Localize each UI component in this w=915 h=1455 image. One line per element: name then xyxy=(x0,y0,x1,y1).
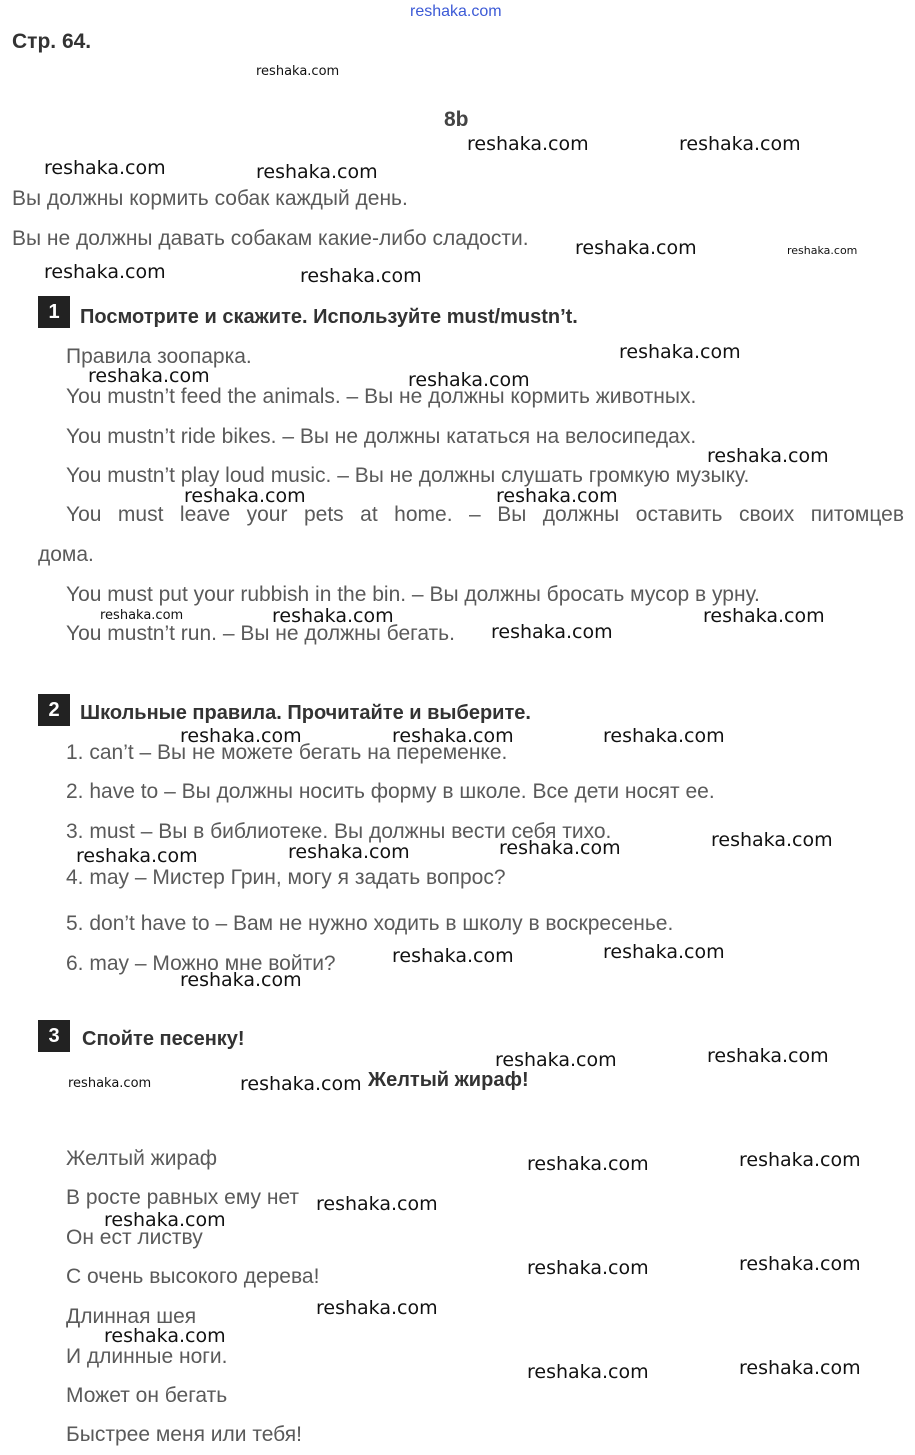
answer-line: You mustn’t ride bikes. – Вы не должны кататься на велосипедах. xyxy=(66,425,697,448)
song-title: Желтый жираф! xyxy=(368,1069,529,1091)
watermark: reshaka.com xyxy=(180,725,302,747)
song-line: Длинная шея xyxy=(66,1305,197,1328)
watermark: reshaka.com xyxy=(300,265,422,287)
watermark: reshaka.com xyxy=(499,837,621,859)
watermark: reshaka.com xyxy=(491,621,613,643)
answer-line: 6. may – Можно мне войти? xyxy=(66,952,336,975)
intro-line: Вы не должны давать собакам какие-либо сладости. xyxy=(12,227,529,250)
watermark: reshaka.com xyxy=(316,1193,438,1215)
watermark: reshaka.com xyxy=(184,485,306,507)
watermark: reshaka.com xyxy=(619,341,741,363)
site-watermark-top: reshaka.com xyxy=(410,3,502,20)
watermark: reshaka.com xyxy=(527,1361,649,1383)
watermark: reshaka.com xyxy=(739,1253,861,1275)
watermark: reshaka.com xyxy=(288,841,410,863)
song-line: Он ест листву xyxy=(66,1226,203,1249)
watermark: reshaka.com xyxy=(739,1357,861,1379)
watermark: reshaka.com xyxy=(392,945,514,967)
song-line: С очень высокого дерева! xyxy=(66,1265,320,1288)
watermark-small: reshaka.com xyxy=(100,608,184,623)
answer-line: 3. must – Вы в библиотеке. Вы должны вести себя тихо. xyxy=(66,820,612,843)
watermark-small: reshaka.com xyxy=(256,64,340,79)
watermark: reshaka.com xyxy=(711,829,833,851)
watermark-small: reshaka.com xyxy=(68,1076,152,1091)
song-line: Желтый жираф xyxy=(66,1147,218,1170)
watermark: reshaka.com xyxy=(527,1257,649,1279)
watermark: reshaka.com xyxy=(256,161,378,183)
answer-line: 5. don’t have to – Вам не нужно ходить в школу в воскресенье. xyxy=(66,912,674,935)
watermark: reshaka.com xyxy=(703,605,825,627)
answer-line: You mustn’t feed the animals. – Вы не должны кормить животных. xyxy=(66,385,697,408)
watermark: reshaka.com xyxy=(104,1325,226,1347)
watermark: reshaka.com xyxy=(44,157,166,179)
watermark: reshaka.com xyxy=(76,845,198,867)
watermark: reshaka.com xyxy=(316,1297,438,1319)
task-title: Школьные правила. Прочитайте и выберите. xyxy=(80,702,531,724)
page-label: Стр. 64. xyxy=(12,30,92,53)
watermark: reshaka.com xyxy=(104,1209,226,1231)
watermark: reshaka.com xyxy=(467,133,589,155)
answer-line: 1. can’t – Вы не можете бегать на переменке. xyxy=(66,741,508,764)
watermark: reshaka.com xyxy=(408,369,530,391)
intro-line: Вы должны кормить собак каждый день. xyxy=(12,187,408,210)
watermark: reshaka.com xyxy=(527,1153,649,1175)
answer-line: 2. have to – Вы должны носить форму в школе. Все дети носят ее. xyxy=(66,780,715,803)
watermark: reshaka.com xyxy=(679,133,801,155)
answer-line: 4. may – Мистер Грин, могу я задать вопрос? xyxy=(66,866,506,889)
answer-line: You must put your rubbish in the bin. – Вы должны бросать мусор в урну. xyxy=(66,583,760,606)
watermark: reshaka.com xyxy=(88,365,210,387)
watermark: reshaka.com xyxy=(272,605,394,627)
watermark: reshaka.com xyxy=(496,485,618,507)
answer-line: You mustn’t run. – Вы не должны бегать. xyxy=(66,622,455,645)
answer-line-continued: дома. xyxy=(38,543,94,566)
task-number-badge: 3 xyxy=(38,1020,70,1052)
watermark: reshaka.com xyxy=(575,237,697,259)
watermark: reshaka.com xyxy=(603,941,725,963)
watermark: reshaka.com xyxy=(392,725,514,747)
song-line: Быстрее меня или тебя! xyxy=(66,1423,302,1446)
task-title: Спойте песенку! xyxy=(82,1028,245,1050)
song-line: Может он бегать xyxy=(66,1384,228,1407)
task-title: Посмотрите и скажите. Используйте must/mustn’t. xyxy=(80,306,578,328)
watermark: reshaka.com xyxy=(240,1073,362,1095)
task-number-badge: 1 xyxy=(38,296,70,328)
answer-line: You must leave your pets at home. – Вы должны оставить своих питомцев xyxy=(66,503,904,526)
watermark: reshaka.com xyxy=(603,725,725,747)
task-number-badge: 2 xyxy=(38,694,70,726)
watermark: reshaka.com xyxy=(707,445,829,467)
answer-line: You mustn’t play loud music. – Вы не должны слушать громкую музыку. xyxy=(66,464,750,487)
song-line: И длинные ноги. xyxy=(66,1345,228,1368)
section-title: 8b xyxy=(444,108,469,131)
watermark-small: reshaka.com xyxy=(787,244,858,257)
watermark: reshaka.com xyxy=(495,1049,617,1071)
watermark: reshaka.com xyxy=(707,1045,829,1067)
song-line: В росте равных ему нет xyxy=(66,1186,300,1209)
watermark: reshaka.com xyxy=(180,969,302,991)
task-subtitle: Правила зоопарка. xyxy=(66,345,252,368)
watermark: reshaka.com xyxy=(44,261,166,283)
watermark: reshaka.com xyxy=(739,1149,861,1171)
